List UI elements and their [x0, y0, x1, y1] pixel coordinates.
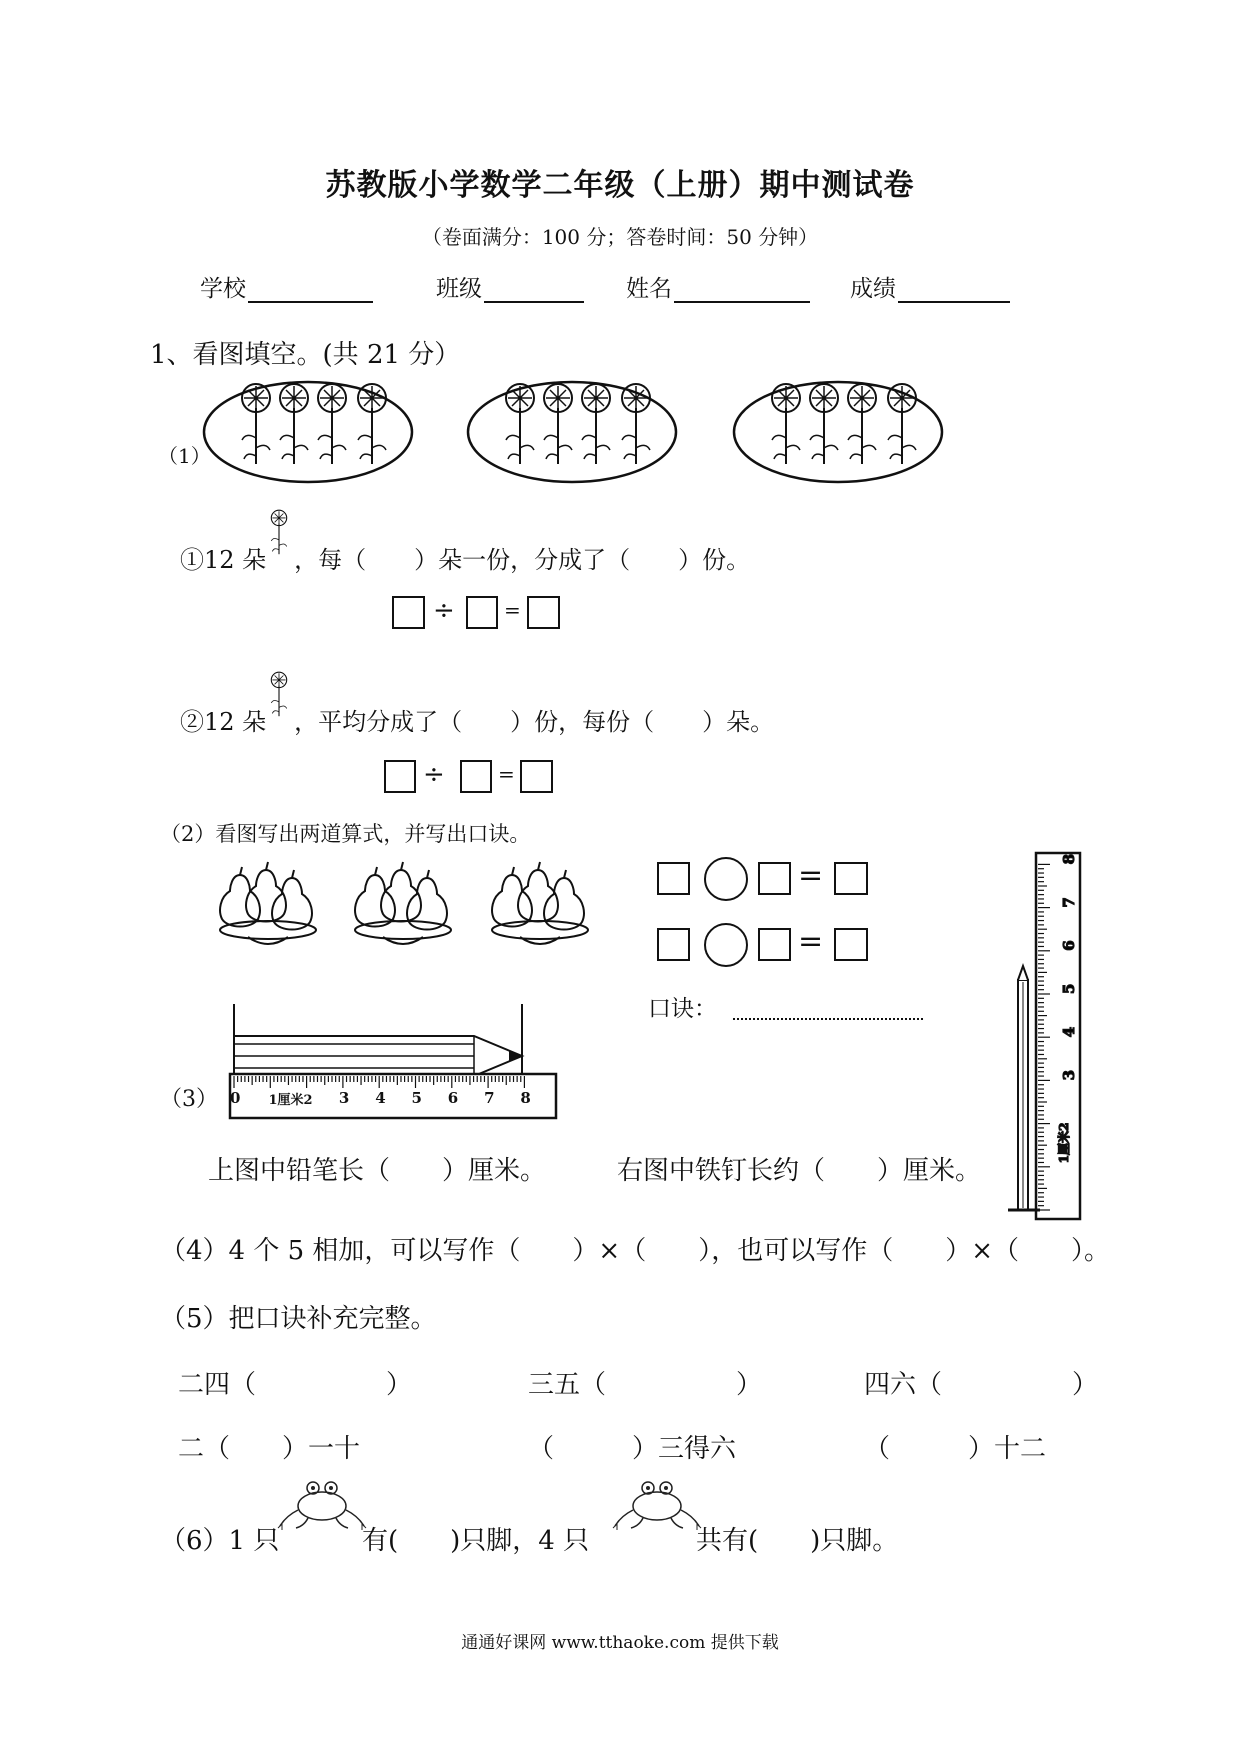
answer-box[interactable]	[527, 596, 560, 629]
frog-icon-1	[278, 1482, 366, 1530]
nail-ruler-figure	[1008, 853, 1080, 1219]
q2-label: （2）看图写出两道算式，并写出口诀。	[160, 822, 531, 846]
q3-label: （3）	[160, 1087, 218, 1112]
ruler-tick-label: 1厘米2	[268, 1093, 313, 1108]
answer-box[interactable]	[657, 862, 690, 895]
koujue-item[interactable]: 三五（ ）	[528, 1370, 763, 1400]
class-label: 班级	[436, 276, 482, 302]
answer-box[interactable]	[834, 928, 868, 961]
koujue-item[interactable]: 二四（ ）	[178, 1370, 413, 1400]
ruler-tick-label: 8	[1060, 853, 1078, 865]
koujue-item[interactable]: （ ）三得六	[528, 1434, 737, 1464]
equals-sign: =	[798, 858, 824, 893]
q1-sub1-text: ，每（ ）朵一份，分成了（ ）份。	[294, 546, 751, 574]
school-label: 学校	[200, 276, 246, 302]
divide-sign: ÷	[423, 760, 445, 790]
ruler-tick-label: 5	[1060, 983, 1078, 994]
ruler-tick-label: 3	[1060, 1069, 1078, 1081]
answer-box[interactable]	[758, 862, 791, 895]
q1-sub1-prefix: ①12 朵	[180, 546, 267, 574]
flower-group-3	[734, 382, 942, 482]
q4-text: （4）4 个 5 相加，可以写作（ ）×（ ），也可以写作（ ）×（ ）。	[160, 1236, 1110, 1266]
koujue-item[interactable]: （ ）十二	[864, 1434, 1047, 1464]
flower-group-2	[468, 382, 676, 482]
q6-text-1: 有( )只脚，4 只	[362, 1526, 590, 1556]
frog-icon-2	[613, 1482, 701, 1530]
pear-plate-1	[220, 862, 316, 944]
answer-box[interactable]	[758, 928, 791, 961]
exam-subtitle: （卷面满分：100 分；答卷时间：50 分钟）	[421, 225, 819, 249]
q3-nail-text: 右图中铁钉长约（ ）厘米。	[617, 1156, 982, 1186]
answer-box[interactable]	[466, 596, 498, 629]
name-label: 姓名	[626, 276, 672, 302]
q6-label: （6）1 只	[160, 1526, 280, 1556]
pear-plate-3	[492, 862, 588, 944]
q5-label: （5）把口诀补充完整。	[160, 1304, 437, 1334]
pear-plate-2	[355, 862, 451, 944]
equals-sign: =	[498, 762, 515, 786]
answer-box[interactable]	[384, 760, 416, 793]
ruler-tick-label: 4	[1060, 1026, 1078, 1038]
ruler-tick-label: 7	[484, 1089, 495, 1107]
footer-credit: 通通好课网 www.tthaoke.com 提供下载	[461, 1633, 779, 1653]
ruler-tick-label: 7	[1060, 897, 1078, 908]
page-title: 苏教版小学数学二年级（上册）期中测试卷	[325, 168, 915, 203]
ruler-tick-label: 4	[375, 1089, 386, 1107]
q1-label: （1）	[158, 444, 211, 468]
ruler-tick-label: 0	[230, 1089, 241, 1107]
answer-box[interactable]	[392, 596, 425, 629]
answer-box[interactable]	[520, 760, 553, 793]
koujue-blank[interactable]	[733, 1018, 923, 1020]
answer-box[interactable]	[834, 862, 868, 895]
ruler-tick-label: 8	[520, 1089, 531, 1107]
divide-sign: ÷	[433, 596, 455, 626]
ruler-tick-label: 6	[1060, 940, 1078, 951]
score-label: 成绩	[850, 276, 896, 302]
ruler-tick-label: 6	[447, 1089, 459, 1107]
ruler-tick-label: 1厘米2	[1057, 1122, 1071, 1164]
section1-heading: 1、看图填空。(共 21 分）	[150, 340, 461, 370]
q6-text-2: 共有( )只脚。	[696, 1526, 899, 1556]
q1-sub2-prefix: ②12 朵	[180, 708, 267, 736]
equals-sign: =	[504, 598, 521, 622]
operator-circle[interactable]	[704, 857, 748, 901]
answer-box[interactable]	[657, 928, 690, 961]
ruler-tick-label: 5	[411, 1089, 422, 1107]
ruler-tick-label: 3	[338, 1089, 350, 1107]
flower-group-1	[204, 382, 412, 482]
koujue-label: 口诀：	[648, 996, 717, 1022]
equals-sign: =	[798, 924, 824, 959]
q3-pencil-text: 上图中铅笔长（ ）厘米。	[208, 1156, 547, 1186]
q1-sub1	[180, 540, 750, 575]
answer-box[interactable]	[460, 760, 492, 793]
koujue-item[interactable]: 二（ ）一十	[178, 1434, 361, 1464]
koujue-item[interactable]: 四六（ ）	[864, 1370, 1099, 1400]
operator-circle[interactable]	[704, 923, 748, 967]
q1-sub2-text: ，平均分成了（ ）份，每份（ ）朵。	[294, 708, 775, 736]
q1-sub2	[180, 702, 774, 737]
